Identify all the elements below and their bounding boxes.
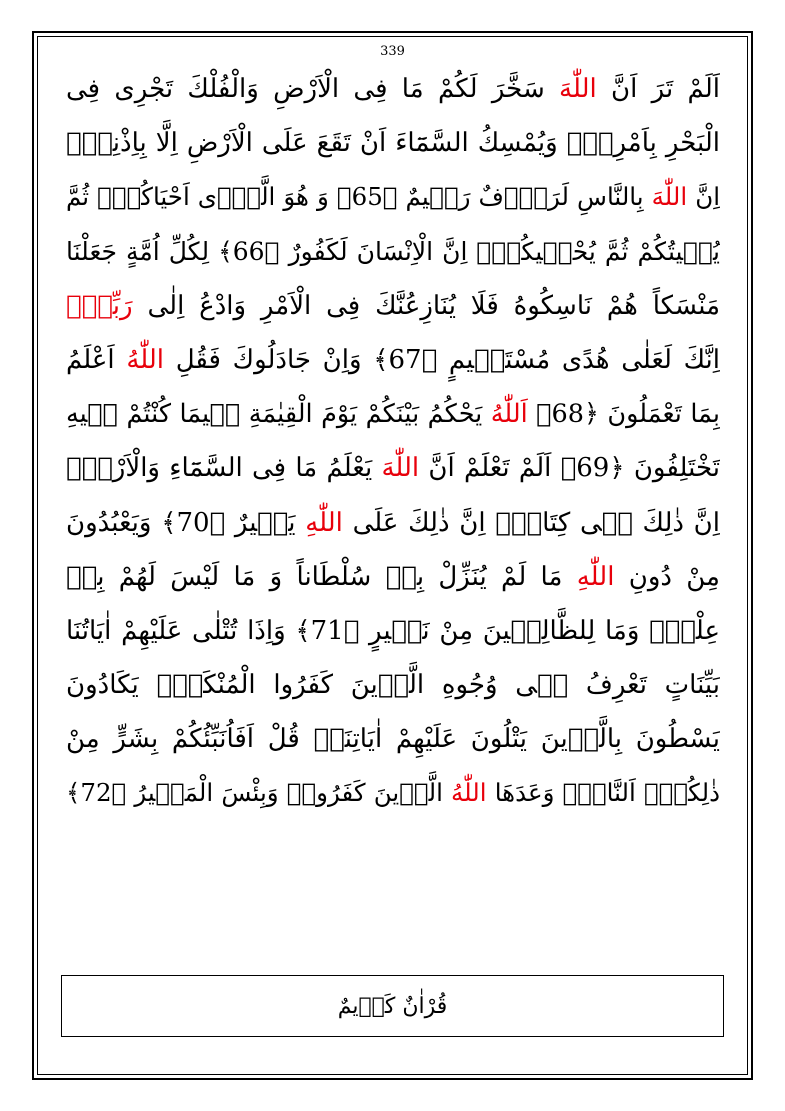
footer-title: قُرْاٰنٌ كَرٖيمٌ [337,993,448,1019]
text-line [66,116,720,170]
divine-name-highlight: اللّٰهِ [576,561,615,592]
verse-text-block [66,62,720,821]
text-segment: اِنَّكَ لَعَلٰى هُدًى مُسْتَقٖيمٍ ﴿67﴾ وَاِنْ جَادَلُوكَ فَقُلِ [164,344,720,375]
text-segment: بِالنَّاسِ لَرَؤُ۫فٌ رَحٖيمٌ ﴿65﴾ وَ هُوَ الَّذٖٓى اَحْيَاكُمْۘ ثُمَّ [66,182,652,212]
text-segment: مَا لَمْ يُنَزِّلْ بِهٖ سُلْطَاناً وَ مَا لَيْسَ لَهُمْ بِهٖ [66,561,577,592]
footer-box [61,975,724,1037]
text-segment: عِلْمٌۜ وَمَا لِلظَّالِمٖينَ مِنْ نَصٖيرٍ ﴿71﴾ وَاِذَا تُتْلٰى عَلَيْهِمْ اٰيَاتُنَا [66,615,720,646]
divine-name-highlight: اللّٰهَ [559,74,597,104]
text-segment: بِمَا تَعْمَلُونَ ﴿68﴾ [527,399,720,430]
text-segment: ذٰلِكُمْۜ اَلنَّارُۜ وَعَدَهَا [486,778,720,808]
divine-name-highlight: اَللّٰهُ [490,399,528,430]
text-segment: اَلَمْ تَرَ اَنَّ [596,74,720,104]
text-segment: يُمٖيتُكُمْ ثُمَّ يُحْيٖيكُمْۜ اِنَّ الْاِنْسَانَ لَكَفُورٌ ﴿66﴾ لِكُلِّ اُمَّةٍ جَعَلْنَا [66,236,720,266]
divine-name-highlight: رَبِّكَۜ [66,290,133,321]
text-segment: الْبَحْرِ بِاَمْرِهٖۜ وَيُمْسِكُ السَّمَٓاءَ اَنْ تَقَعَ عَلَى الْاَرْضِ اِلَّا بِاِذْنِهٖۜ [66,128,720,159]
divine-name-highlight: اللّٰهِ [305,507,343,538]
text-segment: يَعْلَمُ مَا فِى السَّمَٓاءِ وَالْاَرْضِۜ [66,453,382,484]
text-segment: تَخْتَلِفُونَ ﴿69﴾ اَلَمْ تَعْلَمْ اَنَّ [419,453,720,484]
text-line [66,62,720,116]
text-segment: الَّذٖينَ كَفَرُواۜ وَبِئْسَ الْمَصٖيرُ ﴿72﴾ [66,778,452,808]
text-segment: بَيِّنَاتٍ تَعْرِفُ فٖى وُجُوهِ الَّذٖينَ كَفَرُوا الْمُنْكَرَۜ يَكَادُونَ [66,670,720,701]
text-segment: يَسْطُونَ بِالَّذٖينَ يَتْلُونَ عَلَيْهِمْ اٰيَاتِنَاۜ قُلْ اَفَاُنَبِّئُكُمْ بِشَرٍّ مِنْ [66,724,720,755]
text-line [66,441,720,495]
divine-name-highlight: اللّٰهُ [451,778,487,808]
text-segment: مَنْسَكاً هُمْ نَاسِكُوهُ فَلَا يُنَازِعُنَّكَ فِى الْاَمْرِ وَادْعُ اِلٰى [132,290,720,321]
text-line [66,170,720,224]
text-line [66,496,720,550]
text-segment: يَحْكُمُ بَيْنَكُمْ يَوْمَ الْقِيٰمَةِ فٖيمَا كُنْتُمْ فٖيهِ [66,399,491,430]
text-segment: اِنَّ ذٰلِكَ فٖى كِتَابٍۜ اِنَّ ذٰلِكَ عَلَى [342,507,720,538]
text-segment: اَعْلَمُ [66,344,127,375]
divine-name-highlight: اللّٰهَ [381,453,420,484]
page-number: 339 [380,44,405,59]
divine-name-highlight: اللّٰهُ [126,344,165,375]
text-segment: يَسٖيرٌ ﴿70﴾ وَيَعْبُدُونَ [66,507,306,538]
text-line [66,712,720,766]
text-line [66,225,720,279]
divine-name-highlight: اللّٰهَ [651,182,688,212]
text-line [66,604,720,658]
text-line [66,550,720,604]
text-segment: اِنَّ [687,182,720,212]
text-line [66,387,720,441]
text-line [66,766,720,820]
text-segment: مِنْ دُونِ [614,561,720,592]
text-line [66,658,720,712]
text-segment: سَخَّرَ لَكُمْ مَا فِى الْاَرْضِ وَالْفُلْكَ تَجْرِى فِى [66,74,560,104]
text-line [66,333,720,387]
text-line [66,279,720,333]
